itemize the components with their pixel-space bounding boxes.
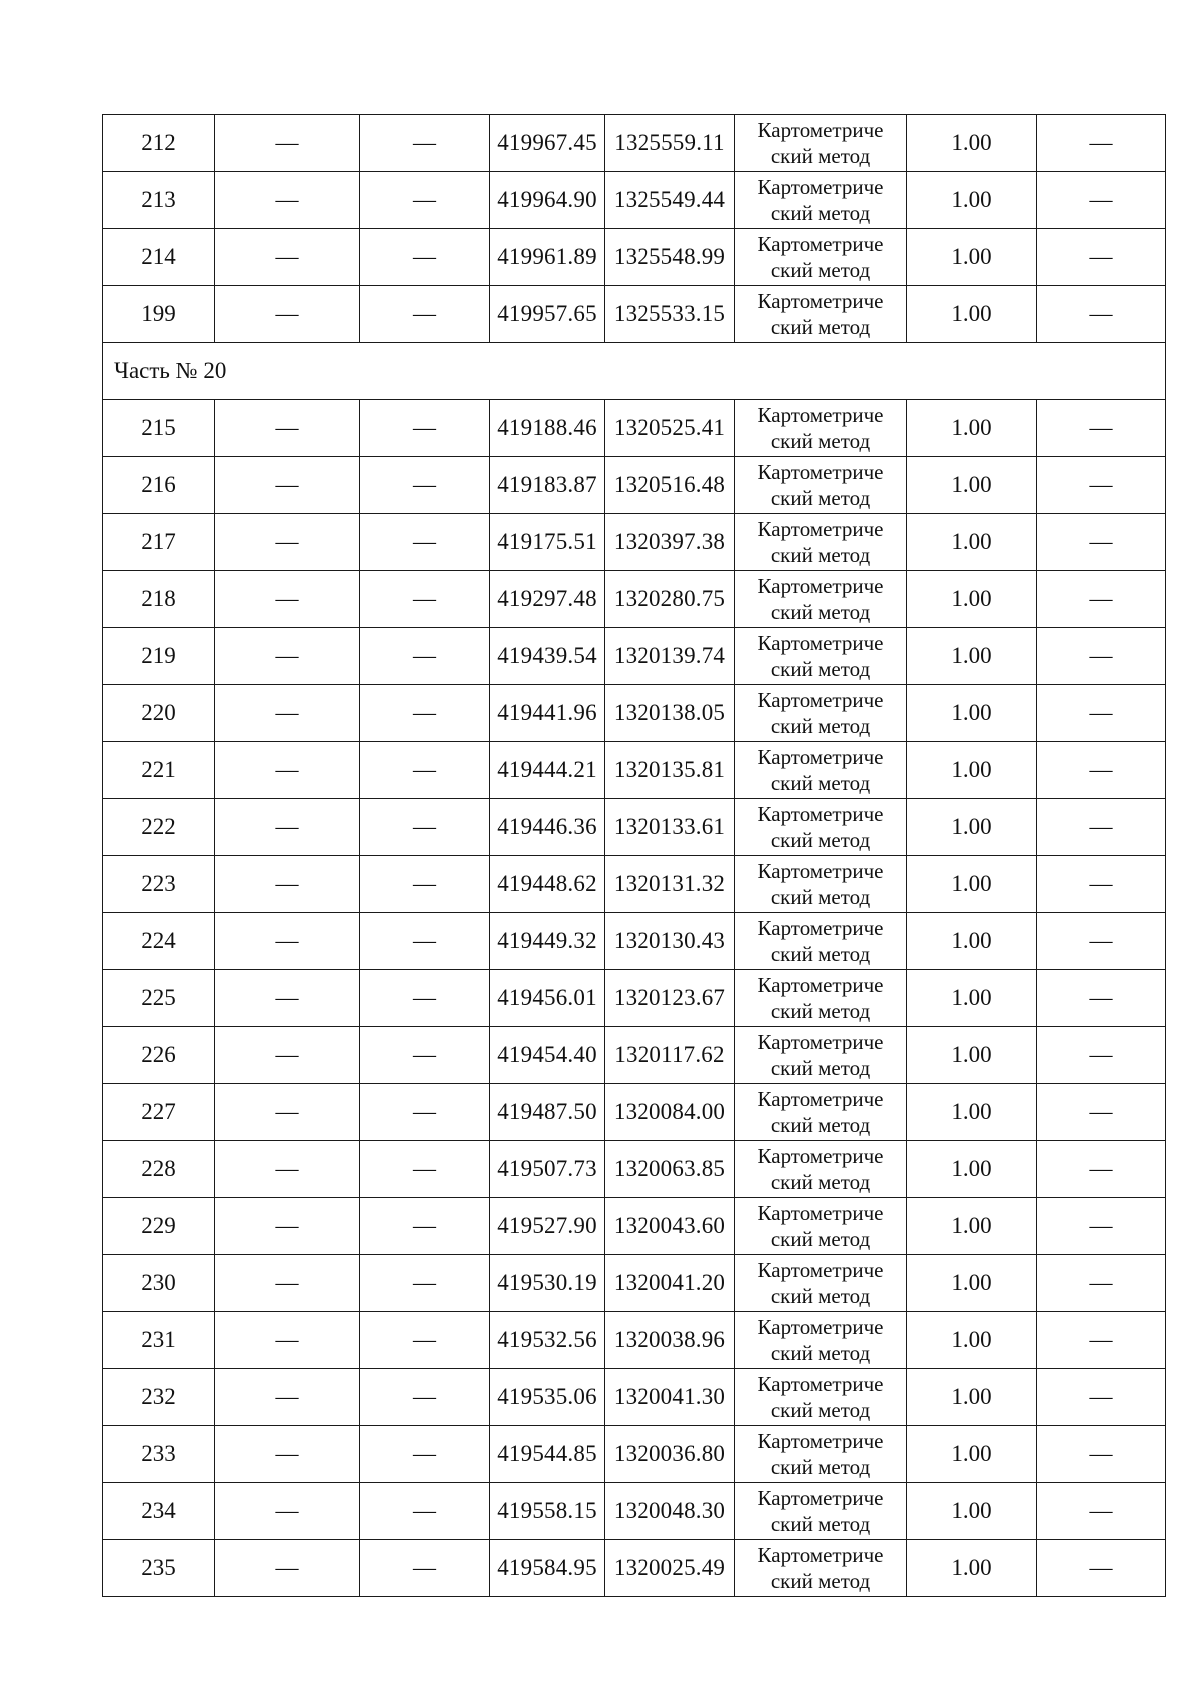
empty-value-cell: — <box>360 1027 490 1084</box>
coordinate-x-cell: 419441.96 <box>490 685 605 742</box>
accuracy-cell: 1.00 <box>907 1540 1037 1597</box>
coordinate-y-cell: 1325559.11 <box>605 115 735 172</box>
coordinate-x-cell: 419527.90 <box>490 1198 605 1255</box>
empty-value-cell: — <box>215 742 360 799</box>
empty-value-cell: — <box>215 1027 360 1084</box>
method-cell <box>735 1369 907 1426</box>
method-text-line1: Картометриче <box>757 631 884 655</box>
empty-value-cell: — <box>1037 913 1166 970</box>
coordinate-y-cell: 1320048.30 <box>605 1483 735 1540</box>
point-number-cell: 217 <box>103 514 215 571</box>
method-cell <box>735 1027 907 1084</box>
coordinate-y-cell: 1320516.48 <box>605 457 735 514</box>
empty-value-cell: — <box>360 1540 490 1597</box>
method-text-line1: Картометриче <box>757 859 884 883</box>
coordinate-x-cell: 419449.32 <box>490 913 605 970</box>
method-cell <box>735 1426 907 1483</box>
method-text-line1: Картометриче <box>757 973 884 997</box>
table-row <box>103 1369 1166 1426</box>
method-text-line2: ский метод <box>770 1056 871 1080</box>
point-number-cell: 229 <box>103 1198 215 1255</box>
coordinate-y-cell: 1325548.99 <box>605 229 735 286</box>
table-row <box>103 628 1166 685</box>
empty-value-cell: — <box>1037 856 1166 913</box>
method-cell <box>735 742 907 799</box>
accuracy-cell: 1.00 <box>907 1084 1037 1141</box>
point-number-cell: 199 <box>103 286 215 343</box>
method-cell <box>735 913 907 970</box>
coordinate-x-cell: 419957.65 <box>490 286 605 343</box>
empty-value-cell: — <box>360 514 490 571</box>
empty-value-cell: — <box>360 115 490 172</box>
table-row <box>103 400 1166 457</box>
empty-value-cell: — <box>1037 1483 1166 1540</box>
table-row <box>103 1426 1166 1483</box>
method-text-line1: Картометриче <box>757 232 884 256</box>
coordinates-table <box>102 114 1166 1597</box>
method-cell <box>735 172 907 229</box>
method-text-line2: ский метод <box>770 600 871 624</box>
coordinate-y-cell: 1320084.00 <box>605 1084 735 1141</box>
accuracy-cell: 1.00 <box>907 1312 1037 1369</box>
empty-value-cell: — <box>215 1255 360 1312</box>
method-cell <box>735 229 907 286</box>
method-cell <box>735 514 907 571</box>
empty-value-cell: — <box>215 913 360 970</box>
method-text-line2: ский метод <box>770 1341 871 1365</box>
point-number-cell: 234 <box>103 1483 215 1540</box>
empty-value-cell: — <box>1037 286 1166 343</box>
section-title: Часть № 20 <box>103 343 1166 400</box>
empty-value-cell: — <box>1037 1255 1166 1312</box>
empty-value-cell: — <box>1037 1198 1166 1255</box>
method-text-line2: ский метод <box>770 1170 871 1194</box>
coordinate-y-cell: 1320041.30 <box>605 1369 735 1426</box>
method-text-line2: ский метод <box>770 1113 871 1137</box>
method-text-line2: ский метод <box>770 429 871 453</box>
accuracy-cell: 1.00 <box>907 571 1037 628</box>
method-text-line2: ский метод <box>770 942 871 966</box>
method-cell <box>735 799 907 856</box>
empty-value-cell: — <box>215 1426 360 1483</box>
coordinate-y-cell: 1320130.43 <box>605 913 735 970</box>
empty-value-cell: — <box>360 571 490 628</box>
point-number-cell: 228 <box>103 1141 215 1198</box>
method-text-line2: ский метод <box>770 486 871 510</box>
table-row <box>103 1027 1166 1084</box>
method-cell <box>735 286 907 343</box>
coordinate-y-cell: 1320131.32 <box>605 856 735 913</box>
empty-value-cell: — <box>1037 115 1166 172</box>
method-text-line1: Картометриче <box>757 1429 884 1453</box>
table-row <box>103 856 1166 913</box>
method-cell <box>735 400 907 457</box>
point-number-cell: 219 <box>103 628 215 685</box>
accuracy-cell: 1.00 <box>907 400 1037 457</box>
point-number-cell: 227 <box>103 1084 215 1141</box>
accuracy-cell: 1.00 <box>907 628 1037 685</box>
empty-value-cell: — <box>1037 457 1166 514</box>
coordinate-x-cell: 419188.46 <box>490 400 605 457</box>
accuracy-cell: 1.00 <box>907 856 1037 913</box>
point-number-cell: 214 <box>103 229 215 286</box>
coordinate-y-cell: 1325549.44 <box>605 172 735 229</box>
empty-value-cell: — <box>360 1084 490 1141</box>
coordinate-x-cell: 419967.45 <box>490 115 605 172</box>
method-text-line2: ский метод <box>770 201 871 225</box>
empty-value-cell: — <box>1037 628 1166 685</box>
empty-value-cell: — <box>1037 1369 1166 1426</box>
method-cell <box>735 115 907 172</box>
empty-value-cell: — <box>215 970 360 1027</box>
empty-value-cell: — <box>215 229 360 286</box>
method-text-line1: Картометриче <box>757 745 884 769</box>
point-number-cell: 235 <box>103 1540 215 1597</box>
coordinate-y-cell: 1320041.20 <box>605 1255 735 1312</box>
coordinate-x-cell: 419448.62 <box>490 856 605 913</box>
coordinate-y-cell: 1320139.74 <box>605 628 735 685</box>
method-text-line1: Картометриче <box>757 460 884 484</box>
section-header-row <box>103 343 1166 400</box>
empty-value-cell: — <box>1037 1312 1166 1369</box>
coordinate-x-cell: 419444.21 <box>490 742 605 799</box>
method-cell <box>735 970 907 1027</box>
point-number-cell: 218 <box>103 571 215 628</box>
method-text-line2: ский метод <box>770 1569 871 1593</box>
table-row <box>103 229 1166 286</box>
method-cell <box>735 856 907 913</box>
empty-value-cell: — <box>215 457 360 514</box>
point-number-cell: 233 <box>103 1426 215 1483</box>
method-cell <box>735 1540 907 1597</box>
coordinate-x-cell: 419584.95 <box>490 1540 605 1597</box>
table-row <box>103 1141 1166 1198</box>
empty-value-cell: — <box>1037 742 1166 799</box>
empty-value-cell: — <box>1037 1540 1166 1597</box>
method-cell <box>735 1141 907 1198</box>
empty-value-cell: — <box>360 1483 490 1540</box>
table-row <box>103 1084 1166 1141</box>
table-row <box>103 571 1166 628</box>
empty-value-cell: — <box>1037 514 1166 571</box>
empty-value-cell: — <box>1037 400 1166 457</box>
method-text-line2: ский метод <box>770 1398 871 1422</box>
table-row <box>103 1255 1166 1312</box>
empty-value-cell: — <box>360 685 490 742</box>
empty-value-cell: — <box>215 1540 360 1597</box>
empty-value-cell: — <box>215 571 360 628</box>
table-row <box>103 685 1166 742</box>
empty-value-cell: — <box>360 970 490 1027</box>
method-text-line2: ский метод <box>770 543 871 567</box>
empty-value-cell: — <box>1037 571 1166 628</box>
method-text-line1: Картометриче <box>757 517 884 541</box>
coordinate-x-cell: 419446.36 <box>490 799 605 856</box>
coordinate-x-cell: 419544.85 <box>490 1426 605 1483</box>
point-number-cell: 216 <box>103 457 215 514</box>
accuracy-cell: 1.00 <box>907 1255 1037 1312</box>
coordinate-y-cell: 1320123.67 <box>605 970 735 1027</box>
empty-value-cell: — <box>1037 1141 1166 1198</box>
coordinate-x-cell: 419439.54 <box>490 628 605 685</box>
point-number-cell: 222 <box>103 799 215 856</box>
empty-value-cell: — <box>360 742 490 799</box>
table-row <box>103 1483 1166 1540</box>
coordinate-y-cell: 1320038.96 <box>605 1312 735 1369</box>
method-text-line2: ский метод <box>770 1512 871 1536</box>
empty-value-cell: — <box>360 286 490 343</box>
accuracy-cell: 1.00 <box>907 1483 1037 1540</box>
accuracy-cell: 1.00 <box>907 742 1037 799</box>
empty-value-cell: — <box>360 1198 490 1255</box>
point-number-cell: 223 <box>103 856 215 913</box>
coordinate-y-cell: 1320117.62 <box>605 1027 735 1084</box>
method-text-line2: ский метод <box>770 771 871 795</box>
method-text-line2: ский метод <box>770 315 871 339</box>
table-row <box>103 172 1166 229</box>
method-text-line2: ский метод <box>770 1284 871 1308</box>
table-row <box>103 799 1166 856</box>
method-text-line1: Картометриче <box>757 289 884 313</box>
method-text-line1: Картометриче <box>757 1372 884 1396</box>
empty-value-cell: — <box>215 685 360 742</box>
empty-value-cell: — <box>360 400 490 457</box>
empty-value-cell: — <box>1037 229 1166 286</box>
method-text-line2: ский метод <box>770 828 871 852</box>
empty-value-cell: — <box>360 229 490 286</box>
coordinate-x-cell: 419961.89 <box>490 229 605 286</box>
method-text-line1: Картометриче <box>757 916 884 940</box>
method-text-line1: Картометриче <box>757 1543 884 1567</box>
empty-value-cell: — <box>1037 1027 1166 1084</box>
method-text-line1: Картометриче <box>757 1315 884 1339</box>
empty-value-cell: — <box>215 1369 360 1426</box>
empty-value-cell: — <box>360 1312 490 1369</box>
accuracy-cell: 1.00 <box>907 799 1037 856</box>
empty-value-cell: — <box>1037 1426 1166 1483</box>
method-text-line1: Картометриче <box>757 1486 884 1510</box>
table-row <box>103 1312 1166 1369</box>
method-text-line2: ский метод <box>770 714 871 738</box>
empty-value-cell: — <box>215 1483 360 1540</box>
empty-value-cell: — <box>215 1084 360 1141</box>
table-row <box>103 286 1166 343</box>
accuracy-cell: 1.00 <box>907 172 1037 229</box>
coordinate-x-cell: 419530.19 <box>490 1255 605 1312</box>
empty-value-cell: — <box>215 1141 360 1198</box>
method-text-line2: ский метод <box>770 657 871 681</box>
coordinate-x-cell: 419964.90 <box>490 172 605 229</box>
accuracy-cell: 1.00 <box>907 913 1037 970</box>
coordinate-y-cell: 1320063.85 <box>605 1141 735 1198</box>
method-cell <box>735 1084 907 1141</box>
empty-value-cell: — <box>215 115 360 172</box>
point-number-cell: 213 <box>103 172 215 229</box>
empty-value-cell: — <box>360 856 490 913</box>
accuracy-cell: 1.00 <box>907 1426 1037 1483</box>
method-text-line1: Картометриче <box>757 1201 884 1225</box>
empty-value-cell: — <box>215 172 360 229</box>
empty-value-cell: — <box>1037 172 1166 229</box>
coordinate-y-cell: 1325533.15 <box>605 286 735 343</box>
point-number-cell: 232 <box>103 1369 215 1426</box>
method-text-line1: Картометриче <box>757 1258 884 1282</box>
point-number-cell: 220 <box>103 685 215 742</box>
method-cell <box>735 1198 907 1255</box>
empty-value-cell: — <box>360 1141 490 1198</box>
coordinate-y-cell: 1320280.75 <box>605 571 735 628</box>
point-number-cell: 225 <box>103 970 215 1027</box>
method-text-line2: ский метод <box>770 885 871 909</box>
accuracy-cell: 1.00 <box>907 1027 1037 1084</box>
coordinate-y-cell: 1320135.81 <box>605 742 735 799</box>
table-row <box>103 115 1166 172</box>
method-text-line2: ский метод <box>770 1227 871 1251</box>
coordinate-x-cell: 419456.01 <box>490 970 605 1027</box>
empty-value-cell: — <box>360 1369 490 1426</box>
point-number-cell: 224 <box>103 913 215 970</box>
table-row <box>103 1540 1166 1597</box>
method-cell <box>735 571 907 628</box>
accuracy-cell: 1.00 <box>907 1198 1037 1255</box>
empty-value-cell: — <box>360 913 490 970</box>
table-body <box>103 115 1166 1597</box>
empty-value-cell: — <box>1037 799 1166 856</box>
method-text-line1: Картометриче <box>757 403 884 427</box>
coordinate-x-cell: 419454.40 <box>490 1027 605 1084</box>
coordinate-y-cell: 1320043.60 <box>605 1198 735 1255</box>
accuracy-cell: 1.00 <box>907 1141 1037 1198</box>
point-number-cell: 215 <box>103 400 215 457</box>
method-text-line1: Картометриче <box>757 688 884 712</box>
accuracy-cell: 1.00 <box>907 685 1037 742</box>
table-row <box>103 1198 1166 1255</box>
table-row <box>103 970 1166 1027</box>
coordinate-x-cell: 419532.56 <box>490 1312 605 1369</box>
empty-value-cell: — <box>215 286 360 343</box>
empty-value-cell: — <box>1037 685 1166 742</box>
empty-value-cell: — <box>360 1255 490 1312</box>
coordinate-y-cell: 1320133.61 <box>605 799 735 856</box>
method-cell <box>735 1312 907 1369</box>
coordinate-x-cell: 419487.50 <box>490 1084 605 1141</box>
method-text-line1: Картометриче <box>757 1144 884 1168</box>
point-number-cell: 226 <box>103 1027 215 1084</box>
coordinate-x-cell: 419558.15 <box>490 1483 605 1540</box>
table-row <box>103 913 1166 970</box>
coordinate-y-cell: 1320025.49 <box>605 1540 735 1597</box>
empty-value-cell: — <box>215 856 360 913</box>
accuracy-cell: 1.00 <box>907 229 1037 286</box>
method-cell <box>735 457 907 514</box>
point-number-cell: 221 <box>103 742 215 799</box>
table-row <box>103 514 1166 571</box>
coordinate-y-cell: 1320138.05 <box>605 685 735 742</box>
empty-value-cell: — <box>360 1426 490 1483</box>
method-text-line2: ский метод <box>770 999 871 1023</box>
empty-value-cell: — <box>1037 970 1166 1027</box>
coordinate-y-cell: 1320036.80 <box>605 1426 735 1483</box>
coordinate-y-cell: 1320397.38 <box>605 514 735 571</box>
accuracy-cell: 1.00 <box>907 1369 1037 1426</box>
table-row <box>103 742 1166 799</box>
empty-value-cell: — <box>215 1198 360 1255</box>
method-cell <box>735 628 907 685</box>
method-text-line2: ский метод <box>770 258 871 282</box>
empty-value-cell: — <box>215 400 360 457</box>
empty-value-cell: — <box>215 514 360 571</box>
method-cell <box>735 1255 907 1312</box>
empty-value-cell: — <box>360 799 490 856</box>
empty-value-cell: — <box>215 799 360 856</box>
empty-value-cell: — <box>360 457 490 514</box>
method-text-line2: ский метод <box>770 144 871 168</box>
method-text-line2: ский метод <box>770 1455 871 1479</box>
coordinate-x-cell: 419175.51 <box>490 514 605 571</box>
coordinate-x-cell: 419535.06 <box>490 1369 605 1426</box>
method-cell <box>735 1483 907 1540</box>
method-text-line1: Картометриче <box>757 175 884 199</box>
point-number-cell: 231 <box>103 1312 215 1369</box>
accuracy-cell: 1.00 <box>907 457 1037 514</box>
method-text-line1: Картометриче <box>757 574 884 598</box>
accuracy-cell: 1.00 <box>907 286 1037 343</box>
table-row <box>103 457 1166 514</box>
coordinate-x-cell: 419507.73 <box>490 1141 605 1198</box>
empty-value-cell: — <box>1037 1084 1166 1141</box>
accuracy-cell: 1.00 <box>907 115 1037 172</box>
empty-value-cell: — <box>215 628 360 685</box>
method-text-line1: Картометриче <box>757 118 884 142</box>
point-number-cell: 212 <box>103 115 215 172</box>
empty-value-cell: — <box>215 1312 360 1369</box>
coordinate-x-cell: 419297.48 <box>490 571 605 628</box>
method-text-line1: Картометриче <box>757 802 884 826</box>
empty-value-cell: — <box>360 628 490 685</box>
method-cell <box>735 685 907 742</box>
method-text-line1: Картометриче <box>757 1087 884 1111</box>
coordinate-y-cell: 1320525.41 <box>605 400 735 457</box>
accuracy-cell: 1.00 <box>907 970 1037 1027</box>
empty-value-cell: — <box>360 172 490 229</box>
accuracy-cell: 1.00 <box>907 514 1037 571</box>
coordinate-x-cell: 419183.87 <box>490 457 605 514</box>
method-text-line1: Картометриче <box>757 1030 884 1054</box>
point-number-cell: 230 <box>103 1255 215 1312</box>
